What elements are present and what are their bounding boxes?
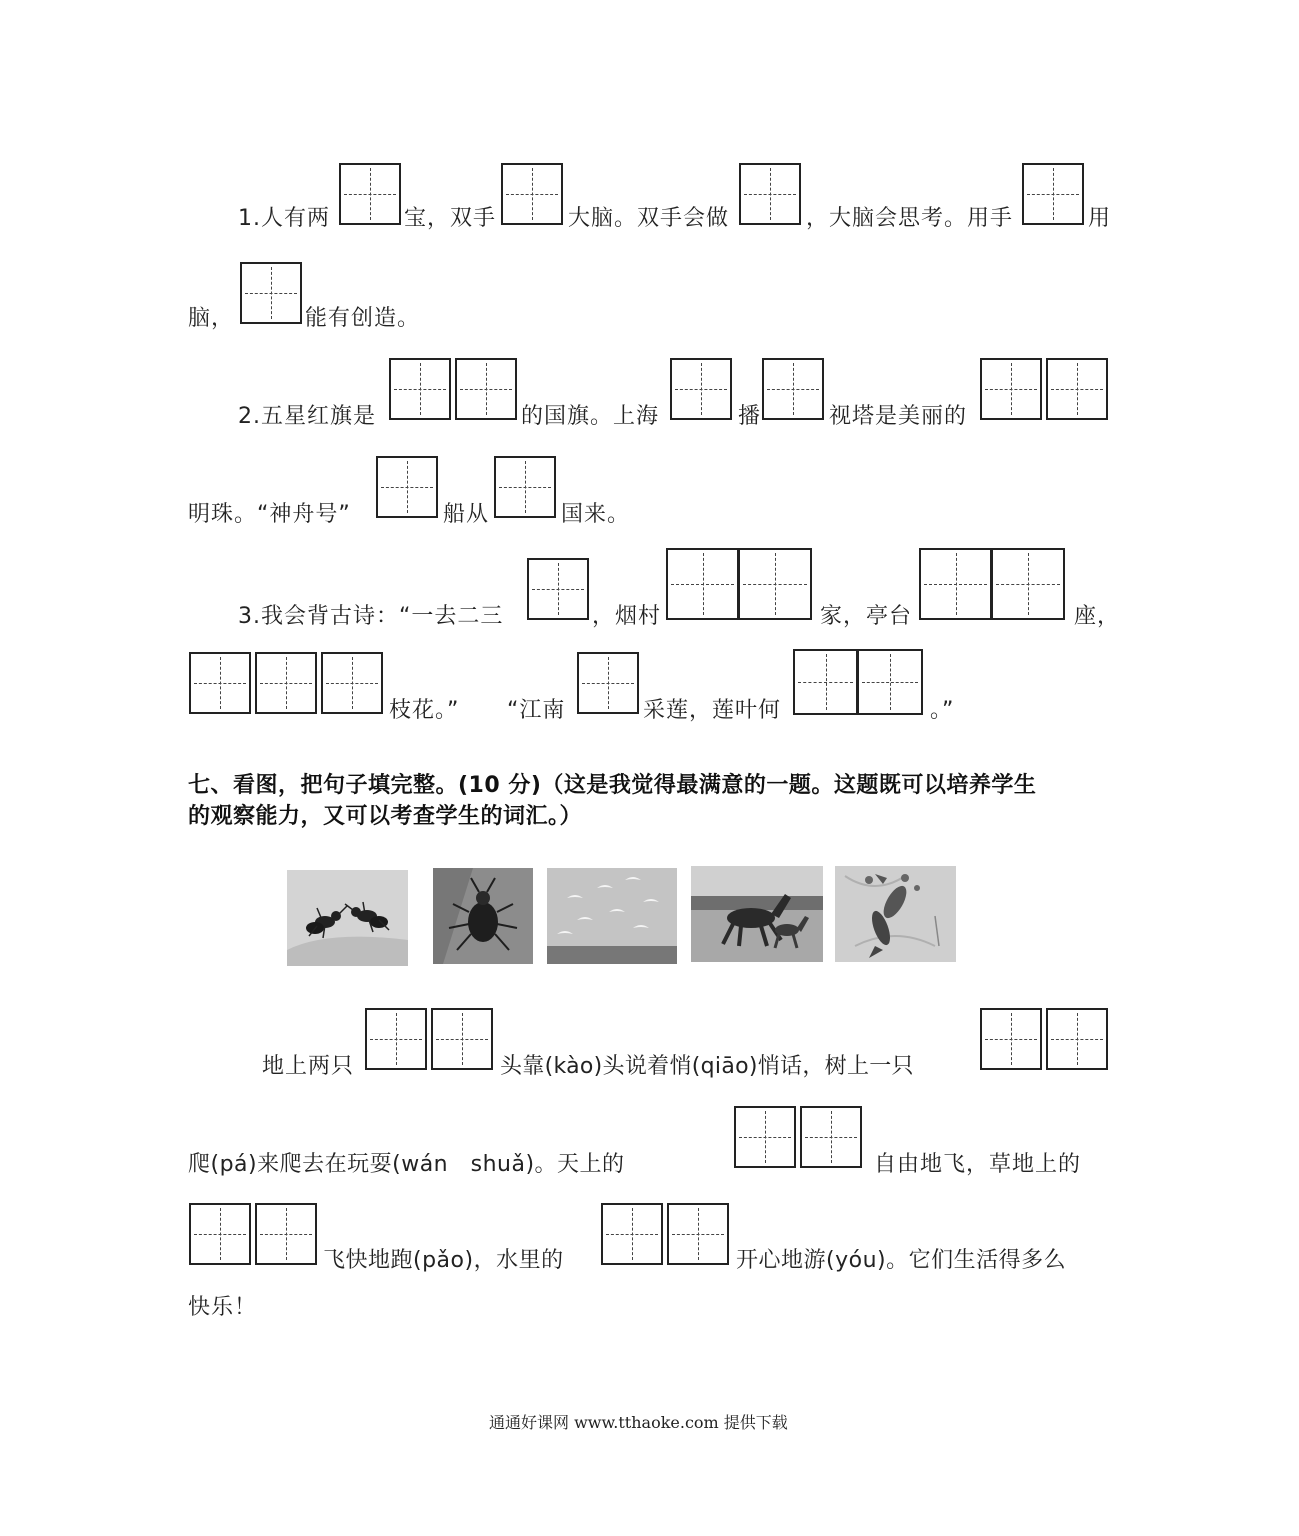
q2-text-g: 国来。 (561, 502, 631, 527)
q7-text-a: 地上两只 (262, 1054, 355, 1079)
q3-text-a: 3.我会背古诗：“一去二三 (238, 604, 504, 629)
q1-text-f: 脑， (188, 306, 235, 331)
q1-text-b: 宝，双手 (404, 206, 497, 231)
q1-text-d: ，大脑会思考。用手 (806, 206, 1014, 231)
answer-box[interactable] (376, 456, 438, 518)
answer-box[interactable] (980, 1008, 1108, 1070)
q7-text-c: 爬(pá)来爬去在玩耍(wán shuǎ)。天上的 (188, 1152, 625, 1177)
answer-box[interactable] (527, 558, 589, 620)
q2-text-b: 的国旗。上海 (521, 404, 660, 429)
answer-box[interactable] (670, 358, 732, 420)
answer-box[interactable] (339, 163, 401, 225)
answer-box[interactable] (189, 652, 383, 714)
q7-text-e: 飞快地跑(pǎo)，水里的 (323, 1248, 564, 1273)
horses-photo (691, 866, 823, 962)
answer-box[interactable] (739, 163, 801, 225)
q1-text-g: 能有创造。 (305, 306, 421, 331)
q3-text-c: 家，亭台 (820, 604, 913, 629)
beetle-photo (433, 868, 533, 964)
q7-text-g: 快乐！ (188, 1295, 258, 1320)
answer-box[interactable] (494, 456, 556, 518)
q3-text-b: ，烟村 (592, 604, 662, 629)
answer-box[interactable] (793, 649, 923, 715)
answer-box[interactable] (1022, 163, 1084, 225)
q2-text-f: 船从 (443, 502, 490, 527)
q7-text-f: 开心地游(yóu)。它们生活得多么 (736, 1248, 1067, 1273)
answer-box[interactable] (501, 163, 563, 225)
q3-text-e: 枝花。” (389, 698, 460, 723)
q3-text-h: 。” (930, 698, 955, 723)
ants-photo (287, 870, 408, 966)
answer-box[interactable] (240, 262, 302, 324)
q2-text-c: 播 (738, 404, 762, 429)
answer-box[interactable] (365, 1008, 493, 1070)
q1-text-c: 大脑。双手会做 (568, 206, 730, 231)
answer-box[interactable] (577, 652, 639, 714)
answer-box[interactable] (980, 358, 1108, 420)
fish-photo (835, 866, 956, 962)
q3-text-g: 采莲，莲叶何 (643, 698, 782, 723)
q7-text-d: 自由地飞，草地上的 (874, 1152, 1082, 1177)
q2-text-e: 明珠。“神舟号” (188, 502, 351, 527)
section-heading-cont: 的观察能力，又可以考查学生的词汇。） (188, 804, 583, 829)
answer-box[interactable] (919, 548, 1065, 620)
answer-box[interactable] (601, 1203, 729, 1265)
answer-box[interactable] (389, 358, 517, 420)
q2-text-a: 2.五星红旗是 (238, 404, 376, 429)
section-heading: 七、看图，把句子填完整。(10 分)（这是我觉得最满意的一题。这题既可以培养学生 (188, 773, 1037, 798)
answer-box[interactable] (762, 358, 824, 420)
q2-text-d: 视塔是美丽的 (829, 404, 968, 429)
birds-photo (547, 868, 677, 964)
answer-box[interactable] (189, 1203, 317, 1265)
answer-box[interactable] (734, 1106, 862, 1168)
q7-text-b: 头靠(kào)头说着悄(qiāo)悄话，树上一只 (500, 1054, 914, 1079)
q3-text-f: “江南 (507, 698, 566, 723)
q1-text-e: 用 (1088, 206, 1112, 231)
q1-text-a: 1.人有两 (238, 206, 330, 231)
footer-text: 通通好课网 www.tthaoke.com 提供下载 (489, 1413, 788, 1432)
q3-text-d: 座， (1074, 604, 1121, 629)
answer-box[interactable] (666, 548, 812, 620)
